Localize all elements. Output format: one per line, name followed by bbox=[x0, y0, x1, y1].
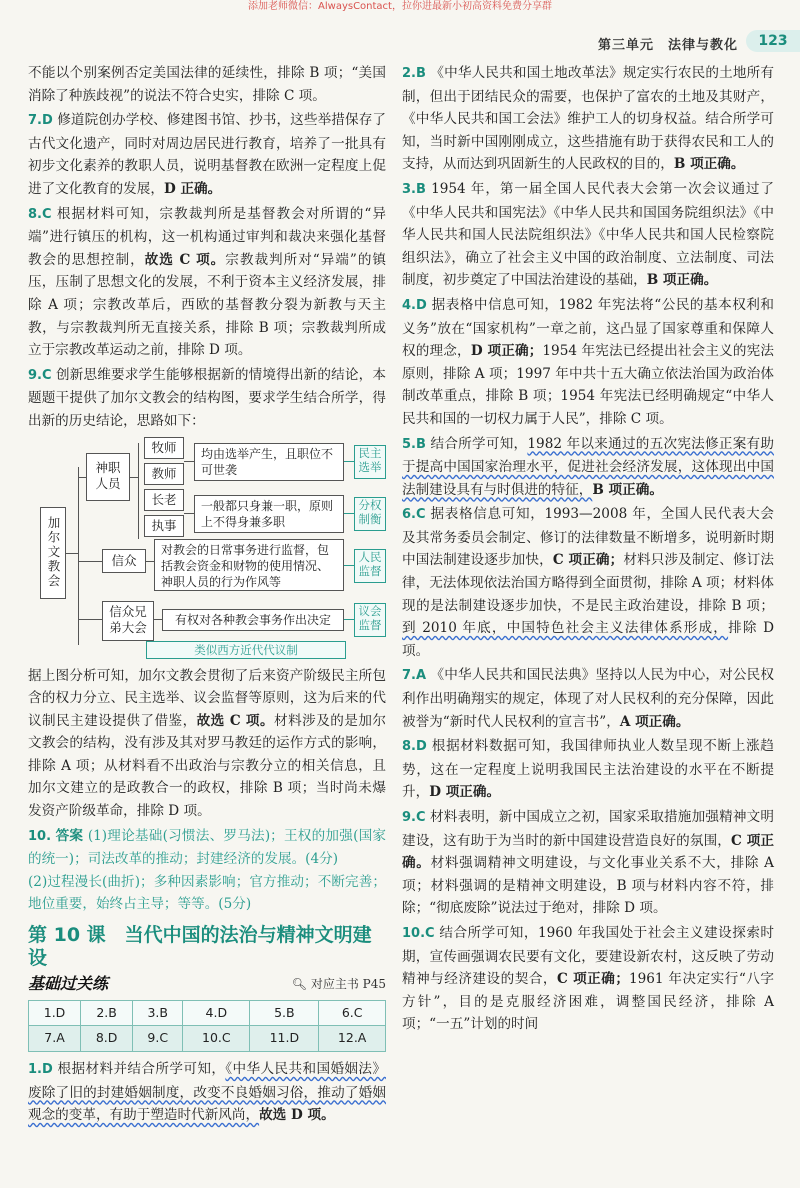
answer-text: 据上图分析可知，加尔文教会贯彻了后来资产阶级民主所包含的权力分立、民主选举、议会监督等原则，这为后来的代议制民主建设提供了借鉴， bbox=[28, 667, 386, 729]
table-cell: 1.D bbox=[29, 1000, 81, 1026]
answer-key-table bbox=[28, 1000, 386, 1052]
answer-number: 5.B bbox=[402, 436, 426, 452]
answer-conclusion: 故选 C 项。 bbox=[196, 712, 275, 729]
answer-text: 根据材料数据可知，我国律师执业人数呈现不断上涨趋势，这在一定程度上说明我国民主法治建设的水平在不断提升， bbox=[402, 738, 774, 801]
answer-text: 结合所学可知，1960 年我国处于社会主义建设探索时期，宣传画强调农民要有文化，要建设新农村，这反映了劳动精神与经济建设的契合， bbox=[402, 924, 774, 988]
book-reference bbox=[292, 973, 386, 996]
answer-text: 结合所学可知， bbox=[430, 435, 528, 452]
answer-text: 材料涉及的是加尔文教会的结构，没有涉及其对罗马教廷的运作方式的影响，排除 A 项；从材料看不出政治与宗教分立的相关信息，且加尔文建立的是政教合一的政权，排除 B 项；当时尚未爆发资产阶级革命，排除 D 项。 bbox=[28, 712, 387, 820]
table-cell: 6.C bbox=[319, 1000, 386, 1026]
answer-9 bbox=[28, 364, 386, 433]
answer-conclusion: C 项正确； bbox=[557, 971, 629, 988]
answer-9-analysis bbox=[28, 665, 386, 823]
underlined-text: 《中华人民共和国婚姻法》废除了旧的封建婚姻制度，改变不良婚姻习俗，推动了婚姻观念的变革，有助于塑造时代新风尚， bbox=[28, 1061, 386, 1124]
answer-conclusion: B 项正确。 bbox=[673, 156, 745, 173]
role-pastor: 牧师 bbox=[144, 437, 184, 459]
answer-text: 1954 年宪法已经提出社会主义的宪法原则，排除 A 项；1997 年中共十五大确立依法治国为政治体制改革重点，排除 B 项；1954 年宪法已经明确规定“中华人民共和国的一切权力属于人民”，排除 C 项。 bbox=[402, 343, 775, 427]
table-cell: 4.D bbox=[183, 1000, 250, 1026]
watermark-banner: 添加老师微信：AlwaysContact，拉你进最新小初高资料免费分享群 bbox=[248, 1, 552, 12]
clergy-election-note: 均由选举产生，且职位不可世袭 bbox=[194, 443, 344, 481]
table-cell: 9.C bbox=[133, 1026, 183, 1052]
table-cell: 2.B bbox=[81, 1000, 133, 1026]
basic-answer-4 bbox=[402, 294, 774, 431]
answer-number: 10. bbox=[28, 828, 52, 844]
answer-7 bbox=[28, 109, 386, 200]
answer-number: 4.D bbox=[402, 297, 427, 313]
answer-text: 《中华人民共和国民法典》坚持以人民为中心，对公民权利作出明确翔实的规定，体现了对人民权利的充分保障，因此被誉为“新时代人民权利的宣言书”， bbox=[402, 667, 775, 730]
basic-answer-2 bbox=[402, 62, 774, 176]
page-header bbox=[540, 28, 800, 54]
lesson-title: 第 10 课 当代中国的法治与精神文明建设 bbox=[28, 924, 372, 969]
answer-number: 3.B bbox=[402, 181, 426, 197]
answer-number: 7.A bbox=[402, 668, 427, 684]
basic-answer-7 bbox=[402, 664, 774, 733]
answer-number: 9.C bbox=[402, 810, 426, 825]
group-believers: 信众 bbox=[102, 549, 146, 573]
answer-conclusion: A 项正确。 bbox=[619, 713, 690, 730]
answer-text: 创新思维要求学生能够根据新的情境得出新的结论，本题题干提供了加尔文教会的结构图，要求学生结合所学，得出新的历史结论，思路如下： bbox=[28, 366, 386, 429]
assembly-decision-note: 有权对各种教会事务作出决定 bbox=[162, 609, 344, 631]
left-column bbox=[28, 62, 386, 1129]
basic-answer-6 bbox=[402, 503, 774, 662]
answer-text: 材料表明，新中国成立之初，国家采取措施加强精神文明建设，这有助于为当时的新中国建设营造良好的氛围， bbox=[402, 809, 774, 849]
tag-democratic-election: 民主选举 bbox=[354, 445, 386, 479]
basic-answer-10 bbox=[402, 922, 774, 1036]
clergy-single-post-note: 一般都只身兼一职，原则上不得身兼多职 bbox=[194, 495, 344, 533]
role-elder: 长老 bbox=[144, 489, 184, 511]
answer-conclusion: C 项正确； bbox=[552, 552, 624, 569]
intro-paragraph: 不能以个别案例否定美国法律的延续性，排除 B 项；“美国消除了种族歧视”的说法不符合史实，排除 C 项。 bbox=[28, 65, 386, 104]
answer-number: 6.C bbox=[402, 507, 426, 523]
answer-label: 答案 bbox=[55, 827, 84, 844]
basic-answer-5 bbox=[402, 433, 774, 502]
basic-answer-3 bbox=[402, 178, 774, 292]
diagram-conclusion: 类似西方近代代议制 bbox=[146, 641, 346, 659]
answer-text: 根据材料并结合所学可知， bbox=[57, 1061, 226, 1077]
answer-text: 排除 D 项。 bbox=[402, 620, 774, 659]
answer-part-1: (1)理论基础(习惯法、罗马法)；王权的加强(国家的统一)；司法改革的推动；封建经济的发展。(4分) bbox=[28, 827, 387, 868]
answer-number: 10.C bbox=[402, 925, 435, 941]
answer-text: 1954 年，第一届全国人民代表大会第一次会议通过了《中华人民共和国宪法》《中华人民共和国国务院组织法》《中华人民共和国人民法院组织法》《中华人民共和国人民检察院组织法》，确立了社会主义中国的政治制度、立法制度、司法制度，初步奠定了中国法治建设的基础， bbox=[402, 180, 774, 289]
answer-number: 1.D bbox=[28, 1062, 53, 1077]
answer-number: 7.D bbox=[28, 113, 53, 129]
believers-supervision-note: 对教会的日常事务进行监督，包括教会资金和财物的使用情况、神职人员的行为作风等 bbox=[154, 539, 344, 591]
answer-text: 宗教裁判所对“异端”的镇压，压制了思想文化的发展，不利于资本主义经济发展，排除 A 项；宗教改革后，西欧的基督教分裂为新教与天主教，与宗教裁判所无直接关系，排除 B 项；宗教裁判所成立于宗教改革运动之前，排除 D 项。 bbox=[28, 251, 387, 359]
answer-10 bbox=[28, 825, 386, 916]
answer-conclusion: C 项正确。 bbox=[402, 832, 775, 872]
answer-number: 8.C bbox=[28, 206, 52, 222]
underlined-text: 1982 年以来通过的五次宪法修正案有助于提高中国国家治理水平，促进社会经济发展，这体现出中国法制建设具有与时俱进的特征， bbox=[402, 435, 774, 498]
answer-conclusion: B 项正确。 bbox=[646, 272, 718, 289]
section-header bbox=[28, 973, 386, 996]
table-cell: 11.D bbox=[250, 1026, 319, 1052]
search-icon: 🔍︎ bbox=[291, 977, 307, 992]
answer-text: 根据材料可知，宗教裁判所是基督教会对所谓的“异端”进行镇压的机构，这一机构通过审判和裁决来强化基督教会的思想控制， bbox=[28, 205, 386, 268]
answer-conclusion: D 项正确。 bbox=[429, 784, 501, 801]
unit-title: 第三单元 法律与教化 bbox=[597, 38, 738, 53]
answer-number: 2.B bbox=[402, 66, 426, 81]
section-title: 基础过关练 bbox=[28, 974, 109, 994]
tag-people-supervision: 人民监督 bbox=[354, 549, 386, 583]
right-column bbox=[402, 62, 774, 1038]
table-cell: 12.A bbox=[319, 1026, 386, 1052]
underlined-text: 到 2010 年底，中国特色社会主义法律体系形成， bbox=[402, 620, 729, 637]
answer-text: 材料只涉及制定、修订法律，无法体现依法治国方略得到全面贯彻，排除 A 项；材料体现的是法制建设逐步加快，不是民主政治建设，排除 B 项； bbox=[402, 552, 775, 614]
page-number: 123 bbox=[746, 30, 800, 52]
answer-text: 1961 年决定实行“八字方针”，目的是克服经济困难，调整国民经济，排除 A 项；“一五”计划的时间 bbox=[402, 971, 774, 1033]
table-cell: 8.D bbox=[81, 1026, 133, 1052]
book-reference-text: 对应主书 P45 bbox=[310, 977, 386, 992]
answer-conclusion: D 正确。 bbox=[163, 180, 222, 197]
table-cell: 3.B bbox=[133, 1000, 183, 1026]
answer-number: 9.C bbox=[28, 367, 52, 383]
answer-text: 修道院创办学校、修建图书馆、抄书，这些举措保存了古代文化遗产，同时对周边居民进行教育，培养了一批具有初步文化素养的教职人员，说明基督教在欧洲一定程度上促进了文化教育的发展， bbox=[28, 112, 386, 197]
answer-8 bbox=[28, 203, 386, 362]
table-cell: 5.B bbox=[250, 1000, 319, 1026]
answer-conclusion: B 项正确。 bbox=[592, 481, 663, 498]
table-cell: 7.A bbox=[29, 1026, 81, 1052]
basic-answer-1 bbox=[28, 1058, 386, 1127]
calvin-church-diagram bbox=[28, 437, 386, 659]
answer-conclusion: 故选 C 项。 bbox=[144, 251, 226, 268]
basic-answer-8 bbox=[402, 735, 774, 804]
group-clergy: 神职人员 bbox=[86, 453, 130, 501]
answer-text: 材料强调精神文明建设，与文化事业关系不大，排除 A 项；材料强调的是精神文明建设，B 项与材料内容不符，排除；“彻底废除”说法过于绝对，排除 D 项。 bbox=[402, 855, 775, 917]
group-assembly: 信众兄弟大会 bbox=[102, 601, 154, 641]
table-cell: 10.C bbox=[183, 1026, 250, 1052]
tag-parliament-supervision: 议会监督 bbox=[354, 603, 386, 637]
answer-text: 《中华人民共和国土地改革法》规定实行农民的土地所有制，但出于团结民众的需要，也保护了富农的土地及其财产，《中华人民共和国工会法》维护工人的切身权益。结合所学可知，当时新中国刚刚成立，这些措施有助于获得农民和工人的支持，从而达到巩固新生的人民政权的目的， bbox=[402, 65, 774, 173]
basic-answer-9 bbox=[402, 806, 774, 920]
answer-conclusion: D 项正确； bbox=[470, 343, 543, 360]
role-teacher: 教师 bbox=[144, 463, 184, 485]
answer-text: 据表格中信息可知，1982 年宪法将“公民的基本权利和义务”放在“国家机构”一章之前，这凸显了国家尊重和保障人权的理念， bbox=[402, 296, 774, 360]
table-row bbox=[29, 1026, 386, 1052]
answer-number: 8.D bbox=[402, 739, 427, 755]
table-row bbox=[29, 1000, 386, 1026]
diagram-root: 加尔文教会 bbox=[40, 507, 66, 599]
answer-conclusion: 故选 D 项。 bbox=[259, 1107, 335, 1124]
answer-part-2: (2)过程漫长(曲折)；多种因素影响；官方推动；不断完善；地位重要，始终占主导；等等。(5分) bbox=[28, 873, 386, 913]
answer-text: 据表格信息可知，1993—2008 年，全国人民代表大会及其常务委员会制定、修订的法律数量不断增多，说明新时期中国法制建设逐步加快， bbox=[402, 506, 775, 569]
tag-checks-balances: 分权制衡 bbox=[354, 497, 386, 531]
role-deacon: 执事 bbox=[144, 515, 184, 537]
